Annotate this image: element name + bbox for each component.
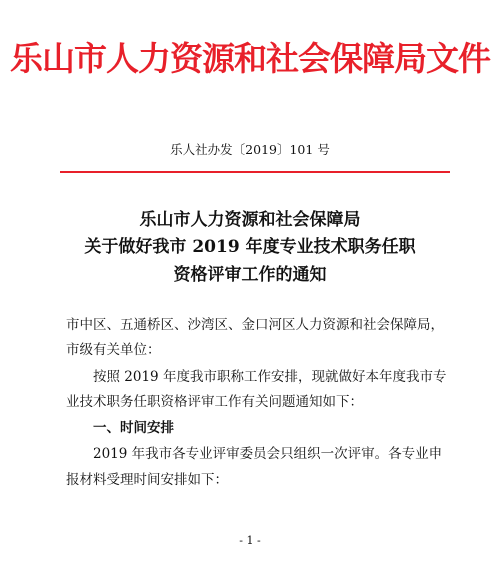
intro-paragraph-line-1: 按照 2019 年度我市职称工作安排，现就做好本年度我市专 [93, 369, 447, 385]
page-number: - 1 - [239, 534, 261, 547]
recipients-line-2: 市级有关单位： [66, 342, 161, 358]
document-number: 乐人社办发〔2019〕101 号 [170, 142, 330, 157]
notice-title-line-1: 乐山市人力资源和社会保障局 [139, 210, 361, 230]
red-separator-line [60, 171, 450, 173]
recipients-line-1: 市中区、五通桥区、沙湾区、金口河区人力资源和社会保障局， [66, 317, 444, 333]
notice-title-line-2: 关于做好我市 2019 年度专业技术职务任职 [84, 237, 416, 257]
section-1-line-1: 2019 年我市各专业评审委员会只组织一次评审。各专业申 [93, 446, 443, 462]
notice-title-line-3: 资格评审工作的通知 [173, 265, 327, 285]
section-1-line-2: 报材料受理时间安排如下： [66, 472, 228, 488]
issuer-header-title: 乐山市人力资源和社会保障局文件 [10, 39, 490, 78]
section-1-heading: 一、时间安排 [93, 420, 174, 436]
intro-paragraph-line-2: 业技术职务任职资格评审工作有关问题通知如下： [66, 394, 363, 410]
